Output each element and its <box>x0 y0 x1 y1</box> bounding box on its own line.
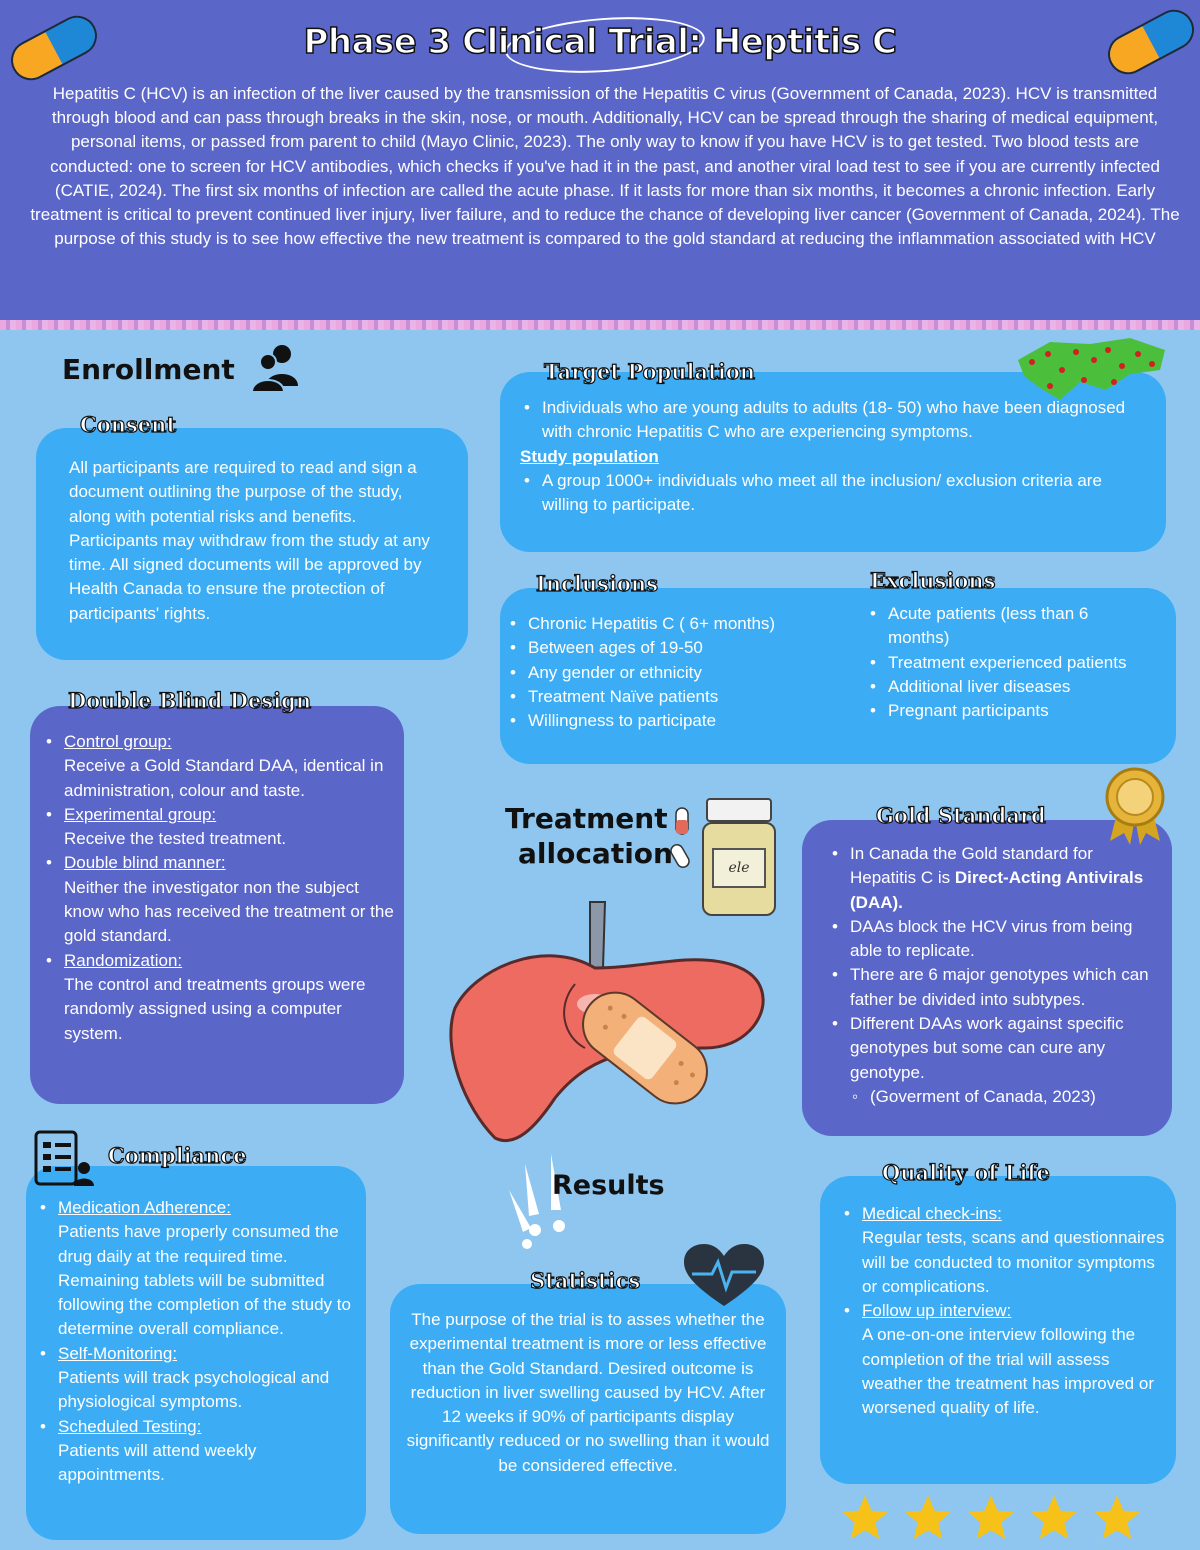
statistics-box <box>390 1284 786 1534</box>
treatment-label-line1: Treatment <box>505 802 668 835</box>
statistics-title: Statistics <box>530 1268 641 1293</box>
medical-check-ins-item: • Medical check-ins: Regular tests, scans and questionnaires will be conducted to monitor symptoms or complications. <box>840 1202 1168 1299</box>
quality-of-life-box <box>820 1176 1176 1484</box>
follow-up-interview-item: • Follow up interview: A one-on-one interview following the completion of the trial will assess weather the treatment has improved or worsened quality of life. <box>840 1299 1168 1420</box>
compliance-box <box>26 1166 366 1540</box>
checklist-icon <box>32 1130 96 1188</box>
self-monitoring-item: • Self-Monitoring: Patients will track psychological and physiological symptoms. <box>36 1342 366 1415</box>
rating-stars <box>838 1492 1158 1546</box>
randomization-item: • Randomization: The control and treatments groups were randomly assigned using a computer system. <box>42 949 394 1046</box>
gold-standard-item: • DAAs block the HCV virus from being able to replicate. <box>828 915 1152 964</box>
gold-standard-item: • There are 6 major genotypes which can father be divided into subtypes. <box>828 963 1152 1012</box>
star-icon <box>1090 1492 1144 1544</box>
intro-paragraph: Hepatitis C (HCV) is an infection of the liver caused by the transmission of the Hepatitis C virus (Government of Canada, 2023). HCV is transmitted through blood and can pass through breaks in the skin, nose, or mouth. Additionally, HCV can be spread through the sharing of medical equipment, personal items, or passed from parent to child (Mayo Clinic, 2023). The only way to know if you have HCV is to get tested. Two blood tests are conducted: one to screen for HCV antibodies, which checks if you've had it in the past, and another viral load test to see if you are currently infected (CATIE, 2024). The first six months of infection are called the acute phase. If it lasts for more than six months, it becomes a chronic infection. Early treatment is critical to prevent continued liver injury, liver failure, and to reduce the chance of developing liver cancer (Government of Canada, 2024). The purpose of this study is to see how effective the new treatment is compared to the gold standard at reducing the inflammation associated with HCV <box>30 84 1180 249</box>
gold-standard-item: • Different DAAs work against specific genotypes but some can cure any genotype. <box>828 1012 1152 1085</box>
inclusions-exclusions-box <box>500 588 1176 764</box>
study-population-heading: Study population <box>520 446 659 466</box>
quality-of-life-title: Quality of Life <box>882 1160 1050 1185</box>
small-capsule-icon <box>670 806 694 870</box>
world-map-icon <box>1010 330 1170 410</box>
double-blind-manner-item: • Double blind manner: Neither the investigator non the subject know who has received the treatment or the gold standard. <box>42 851 394 948</box>
scheduled-testing-item: • Scheduled Testing: Patients will attend weekly appointments. <box>36 1415 366 1488</box>
exclusions-title: Exclusions <box>870 568 996 593</box>
page-title: Phase 3 Clinical Trial: Heptitis C <box>303 22 897 62</box>
divider-stripe <box>0 320 1200 330</box>
header-banner <box>0 0 1200 322</box>
medicine-jar-icon: ele <box>700 798 778 916</box>
double-blind-box <box>30 706 404 1104</box>
experimental-group-item: • Experimental group: Receive the tested treatment. <box>42 803 394 852</box>
gold-medal-icon <box>1100 765 1170 845</box>
inclusions-title: Inclusions <box>536 571 659 596</box>
star-icon <box>901 1492 955 1544</box>
inclusion-item: • Treatment Naïve patients <box>506 685 846 709</box>
gold-standard-box <box>802 820 1172 1136</box>
exclusion-item: • Additional liver diseases <box>866 675 1146 699</box>
gold-standard-title: Gold Standard <box>876 803 1046 828</box>
inclusion-item: • Between ages of 19-50 <box>506 636 846 660</box>
gold-standard-item: • In Canada the Gold standard for Hepatitis C is Direct-Acting Antivirals (DAA). <box>828 842 1152 915</box>
control-group-item: • Control group: Receive a Gold Standard DAA, identical in administration, colour and taste. <box>42 730 394 803</box>
inclusions-list <box>506 612 846 733</box>
liver-illustration <box>445 898 775 1148</box>
heartbeat-icon <box>684 1244 764 1308</box>
exclusions-list <box>866 602 1146 723</box>
inclusion-item: • Willingness to participate <box>506 709 846 733</box>
target-population-title: Target Population <box>544 359 756 384</box>
double-blind-title: Double Blind Design <box>68 688 312 713</box>
star-icon <box>964 1492 1018 1544</box>
exclusion-item: • Acute patients (less than 6 months) <box>866 602 1146 651</box>
results-heading: Results <box>552 1170 665 1201</box>
inclusion-item: • Chronic Hepatitis C ( 6+ months) <box>506 612 846 636</box>
compliance-title: Compliance <box>108 1143 247 1168</box>
consent-box <box>36 428 468 660</box>
gold-standard-citation: ◦ (Goverment of Canada, 2023) <box>848 1085 1152 1109</box>
star-icon <box>1027 1492 1081 1544</box>
exclusion-item: • Treatment experienced patients <box>866 651 1146 675</box>
study-population-item: • A group 1000+ individuals who meet all the inclusion/ exclusion criteria are willing to participate. <box>520 469 1150 518</box>
target-population-item: • Individuals who are young adults to adults (18- 50) who have been diagnosed with chronic Hepatitis C who are experiencing symptoms. <box>520 396 1150 445</box>
statistics-text: The purpose of the trial is to asses whether the experimental treatment is more or less effective than the Gold Standard. Desired outcome is reduction in liver swelling caused by HCV. After 12 weeks if 90% of participants display significantly reduced or no swelling than it would be considered effective. <box>406 1310 770 1475</box>
consent-title: Consent <box>80 412 177 437</box>
consent-text: All participants are required to read and sign a document outlining the purpose of the study, along with potential risks and benefits. Participants may withdraw from the study at any time. All signed documents will be approved by Health Canada to ensure the protection of participants' rights. <box>69 458 430 623</box>
enrollment-heading: Enrollment <box>62 353 235 386</box>
treatment-label-line2: allocation <box>518 837 673 870</box>
star-icon <box>838 1492 892 1544</box>
people-icon <box>250 342 302 394</box>
medication-adherence-item: • Medication Adherence: Patients have properly consumed the drug daily at the required time. Remaining tablets will be submitted following the completion of the study to determine overall compliance. <box>36 1196 366 1342</box>
exclusion-item: • Pregnant participants <box>866 699 1146 723</box>
inclusion-item: • Any gender or ethnicity <box>506 661 846 685</box>
